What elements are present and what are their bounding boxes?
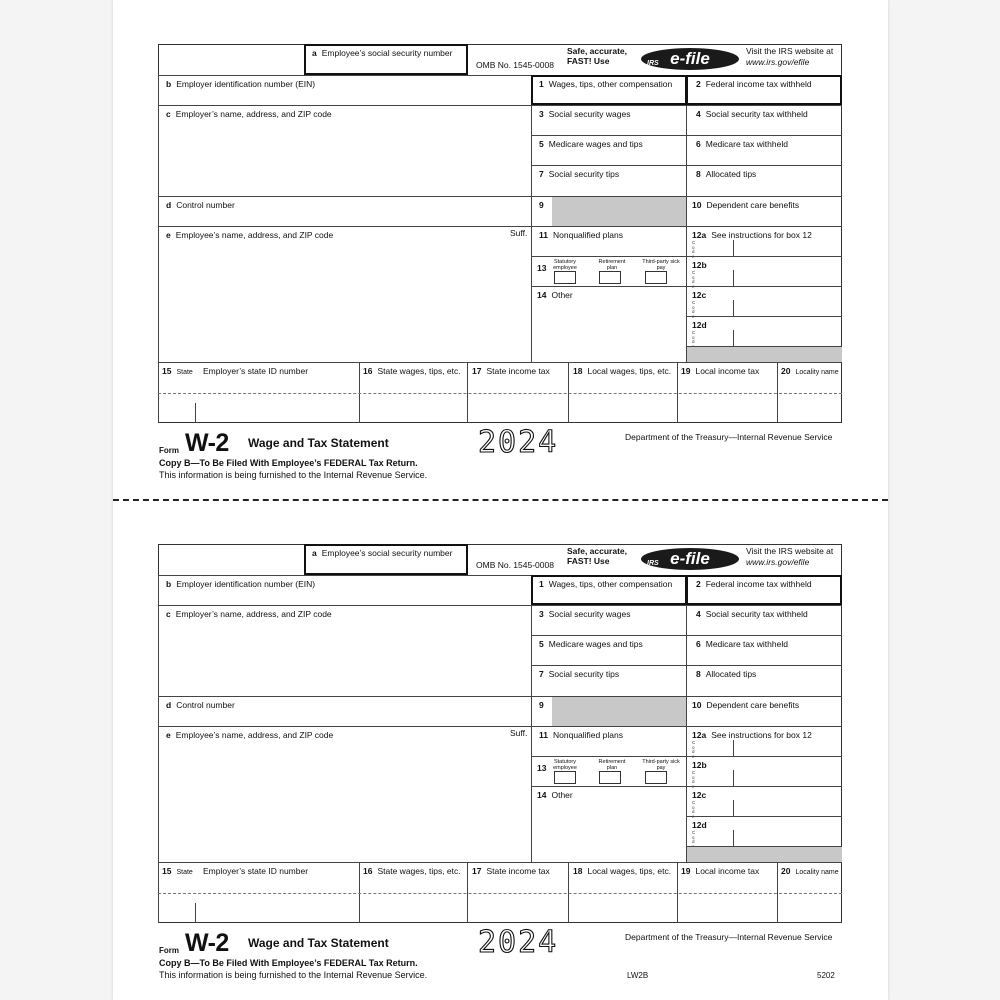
copy-label: Copy B—To Be Filed With Employee’s FEDERAL Tax Return. (159, 458, 418, 468)
box-13: 13 Statutory employee Retirement plan Third-party sick pay (531, 256, 686, 286)
form-word: Form (159, 446, 179, 455)
box-5-medicare-wages[interactable]: 5 Medicare wages and tips (531, 135, 686, 165)
tax-year: 2024 (478, 425, 559, 460)
box-6-medicare-tax[interactable]: 6 Medicare tax withheld (686, 635, 842, 665)
efile-logo: IRS e-file (641, 48, 739, 70)
omb-number: OMB No. 1545-0008 (476, 560, 554, 570)
third-party-sick-pay-checkbox[interactable] (645, 271, 667, 284)
box-10-dependent-care[interactable]: 10 Dependent care benefits (686, 696, 842, 726)
box-b-ein[interactable]: b Employer identification number (EIN) (158, 75, 531, 105)
visit-url: www.irs.gov/efile (746, 557, 810, 567)
box-12d[interactable]: 12d Cod (686, 816, 842, 846)
efile-logo: IRS e-file (641, 548, 739, 570)
box-11-nonqualified[interactable]: 11 Nonqualified plans (531, 226, 686, 256)
box-6-medicare-tax[interactable]: 6 Medicare tax withheld (686, 135, 842, 165)
department: Department of the Treasury—Internal Revenue Service (625, 932, 833, 942)
box-8-allocated-tips[interactable]: 8 Allocated tips (686, 665, 842, 696)
box-10-dependent-care[interactable]: 10 Dependent care benefits (686, 196, 842, 226)
box-14-other[interactable]: 14 Other (531, 286, 686, 362)
visit-text: Visit the IRS website at (746, 546, 834, 556)
department: Department of the Treasury—Internal Revenue Service (625, 432, 833, 442)
form-title: Wage and Tax Statement (248, 436, 389, 450)
box-8-allocated-tips[interactable]: 8 Allocated tips (686, 165, 842, 196)
statutory-employee-checkbox[interactable] (554, 271, 576, 284)
box-12a[interactable]: 12a See instructions for box 12 Code (686, 226, 842, 256)
box-20-locality[interactable]: 20 Locality name (777, 362, 842, 423)
box-12c[interactable]: 12c Code (686, 286, 842, 316)
box-a-ssn[interactable]: a Employee’s social security number (304, 544, 468, 575)
box-e-employee[interactable]: e Employee’s name, address, and ZIP code Suff. (158, 726, 531, 862)
retirement-plan-checkbox[interactable] (599, 271, 621, 284)
safe-text: Safe, accurate, FAST! Use (567, 546, 628, 566)
box-3-ss-wages[interactable]: 3 Social security wages (531, 105, 686, 135)
statutory-employee-checkbox[interactable] (554, 771, 576, 784)
box-17-state-tax[interactable]: 17 State income tax (467, 362, 568, 423)
box-13: 13 Statutory employee Retirement plan Third-party sick pay (531, 756, 686, 786)
box-4-ss-tax[interactable]: 4 Social security tax withheld (686, 105, 842, 135)
form-word: Form (159, 946, 179, 955)
box-12a[interactable]: 12a See instructions for box 12 Code (686, 726, 842, 756)
third-party-sick-pay-checkbox[interactable] (645, 771, 667, 784)
box-11-nonqualified[interactable]: 11 Nonqualified plans (531, 726, 686, 756)
state-divider (158, 893, 842, 894)
form-title: Wage and Tax Statement (248, 936, 389, 950)
box-18-local-wages[interactable]: 18 Local wages, tips, etc. (568, 362, 677, 423)
visit-url: www.irs.gov/efile (746, 57, 810, 67)
box-12c[interactable]: 12c Code (686, 786, 842, 816)
box-18-local-wages[interactable]: 18 Local wages, tips, etc. (568, 862, 677, 923)
box-20-locality[interactable]: 20 Locality name (777, 862, 842, 923)
box-1-wages[interactable]: 1 Wages, tips, other compensation (531, 75, 687, 105)
box-7-ss-tips[interactable]: 7 Social security tips (531, 165, 686, 196)
retirement-plan-checkbox[interactable] (599, 771, 621, 784)
w2-form-top (158, 44, 842, 484)
box-15-state[interactable]: 15 State Employer’s state ID number (158, 862, 359, 923)
copy-label: Copy B—To Be Filed With Employee’s FEDERAL Tax Return. (159, 958, 418, 968)
box-c-employer[interactable]: c Employer’s name, address, and ZIP code (158, 605, 531, 696)
tax-year: 2024 (478, 925, 559, 960)
box-2-federal-tax[interactable]: 2 Federal income tax withheld (686, 75, 842, 105)
box-2-federal-tax[interactable]: 2 Federal income tax withheld (686, 575, 842, 605)
form-name: W-2 (185, 929, 229, 957)
box-15-state[interactable]: 15 State Employer’s state ID number (158, 362, 359, 423)
box-3-ss-wages[interactable]: 3 Social security wages (531, 605, 686, 635)
box-d-control[interactable]: d Control number (158, 196, 531, 226)
box-4-ss-tax[interactable]: 4 Social security tax withheld (686, 605, 842, 635)
visit-text: Visit the IRS website at (746, 46, 834, 56)
box-12b[interactable]: 12b Code (686, 256, 842, 286)
box-5-medicare-wages[interactable]: 5 Medicare wages and tips (531, 635, 686, 665)
safe-text: Safe, accurate, FAST! Use (567, 46, 628, 66)
box-b-ein[interactable]: b Employer identification number (EIN) (158, 575, 531, 605)
box-12-shaded (686, 346, 842, 362)
perforation-line (113, 499, 888, 501)
form-code-right: 5202 (817, 971, 835, 980)
box-17-state-tax[interactable]: 17 State income tax (467, 862, 568, 923)
w2-form-bottom (158, 544, 842, 984)
box-12-shaded (686, 846, 842, 862)
form-code-left: LW2B (627, 971, 649, 980)
box-7-ss-tips[interactable]: 7 Social security tips (531, 665, 686, 696)
box-d-control[interactable]: d Control number (158, 696, 531, 726)
box-19-local-tax[interactable]: 19 Local income tax (677, 862, 777, 923)
box-e-employee[interactable]: e Employee’s name, address, and ZIP code Suff. (158, 226, 531, 362)
box-9: 9 (531, 196, 686, 226)
box-9: 9 (531, 696, 686, 726)
omb-number: OMB No. 1545-0008 (476, 60, 554, 70)
box-12d[interactable]: 12d Cod (686, 316, 842, 346)
box-c-employer[interactable]: c Employer’s name, address, and ZIP code (158, 105, 531, 196)
box-1-wages[interactable]: 1 Wages, tips, other compensation (531, 575, 687, 605)
furnished-text: This information is being furnished to the Internal Revenue Service. (159, 970, 428, 980)
box-a-ssn[interactable]: a Employee’s social security number (304, 44, 468, 75)
box-14-other[interactable]: 14 Other (531, 786, 686, 862)
box-12b[interactable]: 12b Code (686, 756, 842, 786)
form-name: W-2 (185, 429, 229, 457)
box-19-local-tax[interactable]: 19 Local income tax (677, 362, 777, 423)
box-16-state-wages[interactable]: 16 State wages, tips, etc. (359, 862, 467, 923)
furnished-text: This information is being furnished to the Internal Revenue Service. (159, 470, 428, 480)
box-16-state-wages[interactable]: 16 State wages, tips, etc. (359, 362, 467, 423)
state-divider (158, 393, 842, 394)
